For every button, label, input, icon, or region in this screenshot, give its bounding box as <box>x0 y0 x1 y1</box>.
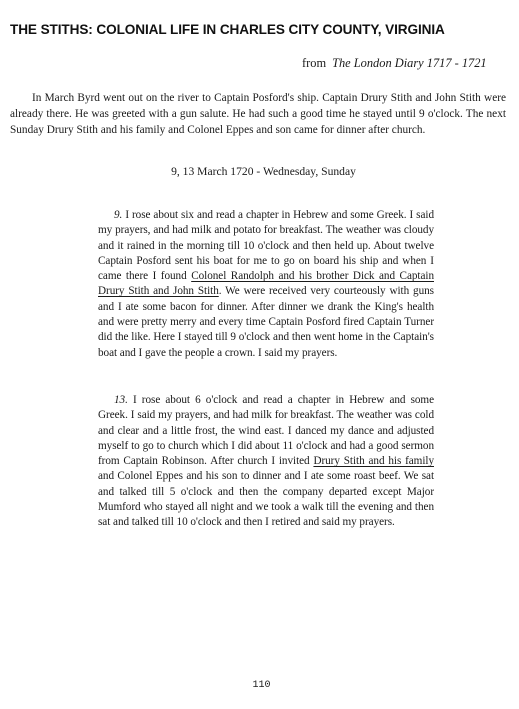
entry-heading: 9, 13 March 1720 - Wednesday, Sunday <box>171 165 356 178</box>
source-prefix: from <box>302 56 327 70</box>
source-work-title: The London Diary 1717 - 1721 <box>332 56 487 70</box>
entry-text: . We were received very courteously with guns and I ate some bacon for dinner. After dinner we drank the King's health and were pretty merry and every time Captain Posford fired Captain Turner did the like. Here I stayed till 9 o'clock and then went home in the Captain's boat and I gave the people a crown. I said my prayers. <box>98 285 434 359</box>
entry-date-number: 9. <box>114 209 123 221</box>
underlined-names: Drury Stith and his family <box>313 455 434 468</box>
diary-entry-2 <box>98 393 434 531</box>
entry-text: I rose about six and read a chapter in Hebrew and some Greek. I said my prayers, and had milk and potato for breakfast. The weather was cloudy and it rained in the morning till 10 o'clock and then held up. About twelve Captain Posford sent his boat for me to go on board his ship and when I came there I found <box>98 209 435 283</box>
diary-entry-1 <box>98 208 434 361</box>
entry-text: I rose about 6 o'clock and read a chapter in Hebrew and some Greek. I said my prayers, and had milk for breakfast. The weather was cold and clear and a little frost, the wind east. I danced my dance and adjusted myself to go to church which I did about 11 o'clock and had a good sermon from Captain Robinson. After church I invited <box>98 394 434 468</box>
source-line <box>302 56 487 71</box>
page-number: 110 <box>252 680 271 691</box>
intro-paragraph: In March Byrd went out on the river to Captain Posford's ship. Captain Drury Stith and John Stith were already there. He was greeted with a gun salute. He had such a good time he stayed until 9 o'clock. The next Sunday Drury Stith and his family and Colonel Eppes and son came for dinner after church. <box>10 92 506 136</box>
entry-date-number: 13. <box>114 394 128 406</box>
page-title: THE STITHS: COLONIAL LIFE IN CHARLES CITY COUNTY, VIRGINIA <box>10 22 445 37</box>
underlined-names: Colonel Randolph and his brother Dick and Captain Drury Stith and John Stith <box>98 270 434 298</box>
entry-text: and Colonel Eppes and his son to dinner and I ate some roast beef. We sat and talked till 5 o'clock and then the company departed except Major Mumford who stayed all night and we took a walk till the evening and then sat and talked till 10 o'clock and then I retired and said my prayers. <box>98 470 434 529</box>
